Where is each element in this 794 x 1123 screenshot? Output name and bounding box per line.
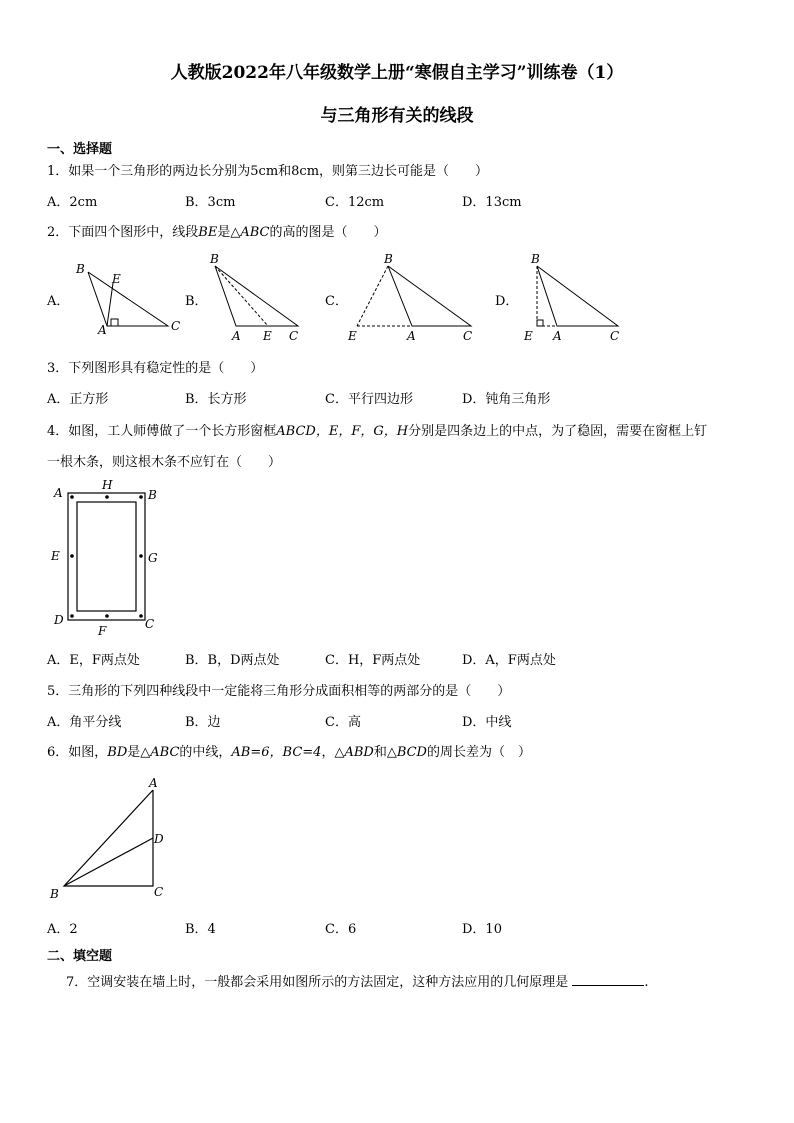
q2-option-a: A． — [47, 294, 70, 309]
svg-text:E: E — [348, 329, 357, 343]
svg-text:C: C — [154, 885, 164, 899]
svg-text:C: C — [610, 329, 620, 343]
svg-text:C: C — [171, 319, 181, 333]
q1-option-c: C．12cm — [325, 195, 385, 210]
svg-text:B: B — [50, 887, 59, 901]
svg-text:H: H — [102, 478, 113, 492]
question-4-line2: 一根木条，则这根木条不应钉在（ ） — [47, 455, 282, 470]
question-6: 6．如图，BD是△ABC的中线，AB=6，BC=4，△ABD和△BCD的周长差为（ ） — [47, 745, 531, 760]
q5-option-a: A．角平分线 — [47, 715, 122, 730]
question-1: 1．如果一个三角形的两边长分别为5cm和8cm，则第三边长可能是（ ） — [47, 164, 489, 179]
svg-text:C: C — [145, 617, 155, 631]
page-subtitle: 与三角形有关的线段 — [320, 106, 474, 126]
q3-option-c: C．平行四边形 — [325, 392, 413, 407]
svg-text:B: B — [76, 262, 85, 276]
svg-text:A: A — [407, 329, 416, 343]
svg-text:A: A — [149, 776, 158, 790]
q3-option-a: A．正方形 — [47, 392, 109, 407]
q6-option-b: B．4 — [185, 922, 216, 937]
q6-option-a: A．2 — [47, 922, 78, 937]
svg-text:B: B — [531, 252, 540, 266]
svg-text:B: B — [384, 252, 393, 266]
page-title: 人教版2022年八年级数学上册“寒假自主学习”训练卷（1） — [170, 63, 624, 83]
q1-option-d: D．13cm — [462, 195, 522, 210]
svg-text:B: B — [148, 488, 157, 502]
q5-option-b: B．边 — [185, 715, 221, 730]
question-2: 2．下面四个图形中，线段BE是△ABC的高的图是（ ） — [47, 225, 387, 240]
svg-text:E: E — [524, 329, 533, 343]
svg-text:D: D — [154, 832, 164, 846]
q5-option-d: D．中线 — [462, 715, 512, 730]
answer-blank[interactable] — [572, 973, 644, 986]
q5-option-c: C．高 — [325, 715, 361, 730]
q1-option-a: A．2cm — [47, 195, 98, 210]
svg-text:C: C — [463, 329, 473, 343]
question-4-line1: 4．如图，工人师傅做了一个长方形窗框ABCD，E，F，G，H分别是四条边上的中点，为了稳固，需要在窗框上钉 — [47, 424, 708, 439]
question-5: 5．三角形的下列四种线段中一定能将三角形分成面积相等的两部分的是（ ） — [47, 684, 511, 699]
svg-text:E: E — [263, 329, 272, 343]
section-choice-heading: 一、选择题 — [47, 142, 113, 157]
q4-option-c: C．H，F两点处 — [325, 653, 421, 668]
q6-option-c: C．6 — [325, 922, 357, 937]
svg-text:F: F — [98, 624, 107, 638]
q4-option-b: B．B，D两点处 — [185, 653, 280, 668]
q2-option-d: D． — [495, 294, 519, 309]
svg-text:D: D — [54, 613, 64, 627]
svg-text:G: G — [148, 551, 158, 565]
question-3: 3．下列图形具有稳定性的是（ ） — [47, 361, 264, 376]
svg-text:A: A — [553, 329, 562, 343]
svg-text:C: C — [289, 329, 299, 343]
question-7: 7．空调安装在墙上时，一般都会采用如图所示的方法固定，这种方法应用的几何原理是 . — [66, 975, 649, 990]
q1-option-b: B．3cm — [185, 195, 236, 210]
q6-option-d: D．10 — [462, 922, 502, 937]
svg-text:B: B — [210, 252, 219, 266]
q3-option-d: D．钝角三角形 — [462, 392, 551, 407]
q4-option-a: A．E，F两点处 — [47, 653, 140, 668]
q2-option-b: B． — [185, 294, 208, 309]
q2-option-c: C． — [325, 294, 348, 309]
section-fill-heading: 二、填空题 — [47, 949, 113, 964]
svg-text:E: E — [112, 272, 121, 286]
q3-option-b: B．长方形 — [185, 392, 247, 407]
svg-text:E: E — [51, 549, 60, 563]
svg-text:A: A — [98, 323, 107, 337]
q4-option-d: D．A，F两点处 — [462, 653, 556, 668]
svg-text:A: A — [54, 486, 63, 500]
svg-text:A: A — [232, 329, 241, 343]
